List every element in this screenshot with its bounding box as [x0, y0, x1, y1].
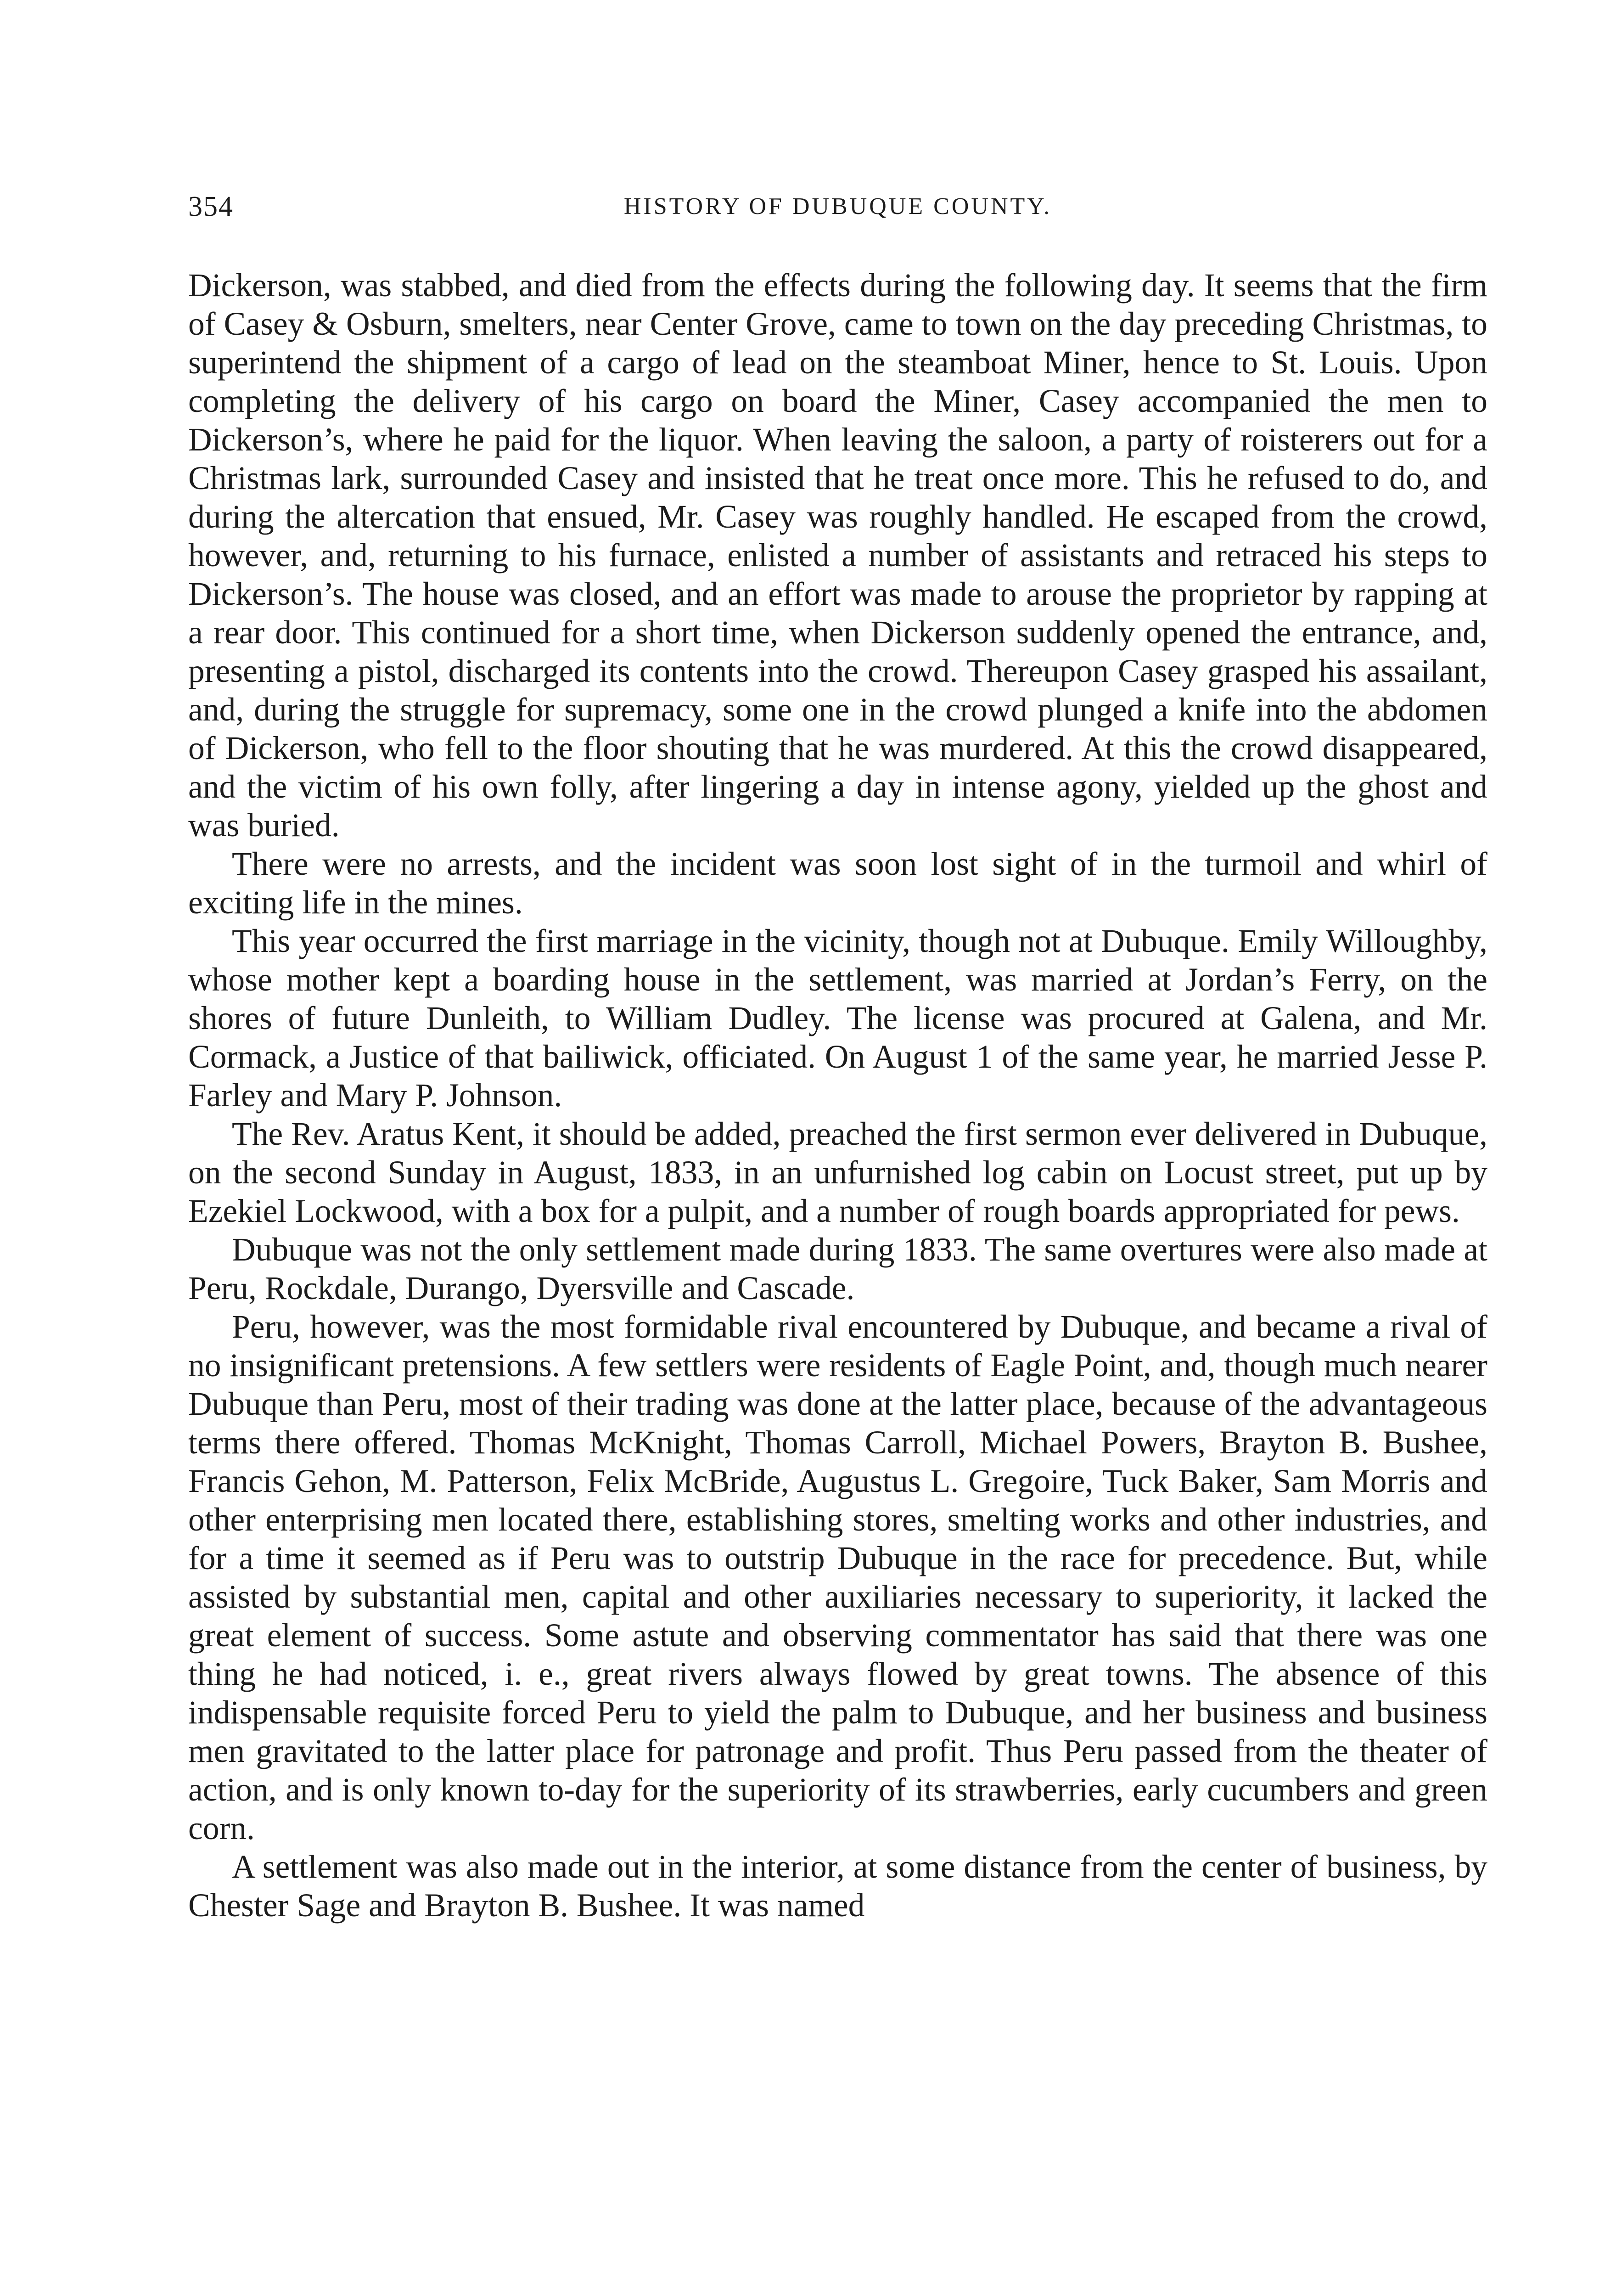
paragraph: A settlement was also made out in the interior, at some distance from the center of business, by Chester Sage and Brayton B. Bushee. It was named: [188, 1849, 1487, 1924]
paragraph: The Rev. Aratus Kent, it should be added, preached the first sermon ever delivered in Dubuque, on the second Sunday in August, 1833, in an unfurnished log cabin on Locust street, put up by Ezekiel Lockwood, with a box for a pulpit, and a number of rough boards appropriated for pews.: [188, 1116, 1487, 1229]
paragraph: This year occurred the first marriage in the vicinity, though not at Dubuque. Emily Willoughby, whose mother kept a boarding house in the settlement, was married at Jordan’s Ferry, on the shores of future Dunleith, to William Dudley. The license was procured at Galena, and Mr. Cormack, a Justice of that bailiwick, officiated. On August 1 of the same year, he married Jesse P. Farley and Mary P. Johnson.: [188, 923, 1487, 1114]
page-number: 354: [188, 191, 234, 222]
paragraph-continuation: Dickerson, was stabbed, and died from the effects during the following day. It seems that the firm of Casey & Osburn, smelters, near Center Grove, came to town on the day preceding Christmas, to superintend the shipment of a cargo of lead on the steamboat Miner, hence to St. Louis. Upon completing the delivery of his cargo on board the Miner, Casey accompanied the men to Dickerson’s, where he paid for the liquor. When leaving the saloon, a party of roisterers out for a Christmas lark, surrounded Casey and insisted that he treat once more. This he refused to do, and during the altercation that ensued, Mr. Casey was roughly handled. He escaped from the crowd, however, and, returning to his furnace, enlisted a number of assistants and retraced his steps to Dickerson’s. The house was closed, and an effort was made to arouse the proprietor by rapping at a rear door. This continued for a short time, when Dickerson suddenly opened the entrance, and, presenting a pistol, discharged its contents into the crowd. Thereupon Casey grasped his assailant, and, during the struggle for supremacy, some one in the crowd plunged a knife into the abdomen of Dickerson, who fell to the floor shouting that he was murdered. At this the crowd disappeared, and the victim of his own folly, after lingering a day in intense agony, yielded up the ghost and was buried.: [188, 267, 1487, 844]
paragraph: There were no arrests, and the incident was soon lost sight of in the turmoil and whirl of exciting life in the mines.: [188, 846, 1487, 921]
body-text: [188, 266, 1487, 1925]
page-header: [188, 186, 1487, 227]
paragraph: Peru, however, was the most formidable rival encountered by Dubuque, and became a rival of no insignificant pretensions. A few settlers were residents of Eagle Point, and, though much nearer Dubuque than Peru, most of their trading was done at the latter place, because of the advantageous terms there offered. Thomas McKnight, Thomas Carroll, Michael Powers, Brayton B. Bushee, Francis Gehon, M. Patterson, Felix McBride, Augustus L. Gregoire, Tuck Baker, Sam Morris and other enterprising men located there, establishing stores, smelting works and other industries, and for a time it seemed as if Peru was to outstrip Dubuque in the race for precedence. But, while assisted by substantial men, capital and other auxiliaries necessary to superiority, it lacked the great element of success. Some astute and observing commentator has said that there was one thing he had noticed, i. e., great rivers always flowed by great towns. The absence of this indispensable requisite forced Peru to yield the palm to Dubuque, and her business and business men gravitated to the latter place for patronage and profit. Thus Peru passed from the theater of action, and is only known to-day for the superiority of its strawberries, early cucumbers and green corn.: [188, 1309, 1487, 1846]
paragraph: Dubuque was not the only settlement made during 1833. The same overtures were also made at Peru, Rockdale, Durango, Dyersville and Cascade.: [188, 1232, 1487, 1306]
running-head: HISTORY OF DUBUQUE COUNTY.: [623, 193, 1052, 219]
